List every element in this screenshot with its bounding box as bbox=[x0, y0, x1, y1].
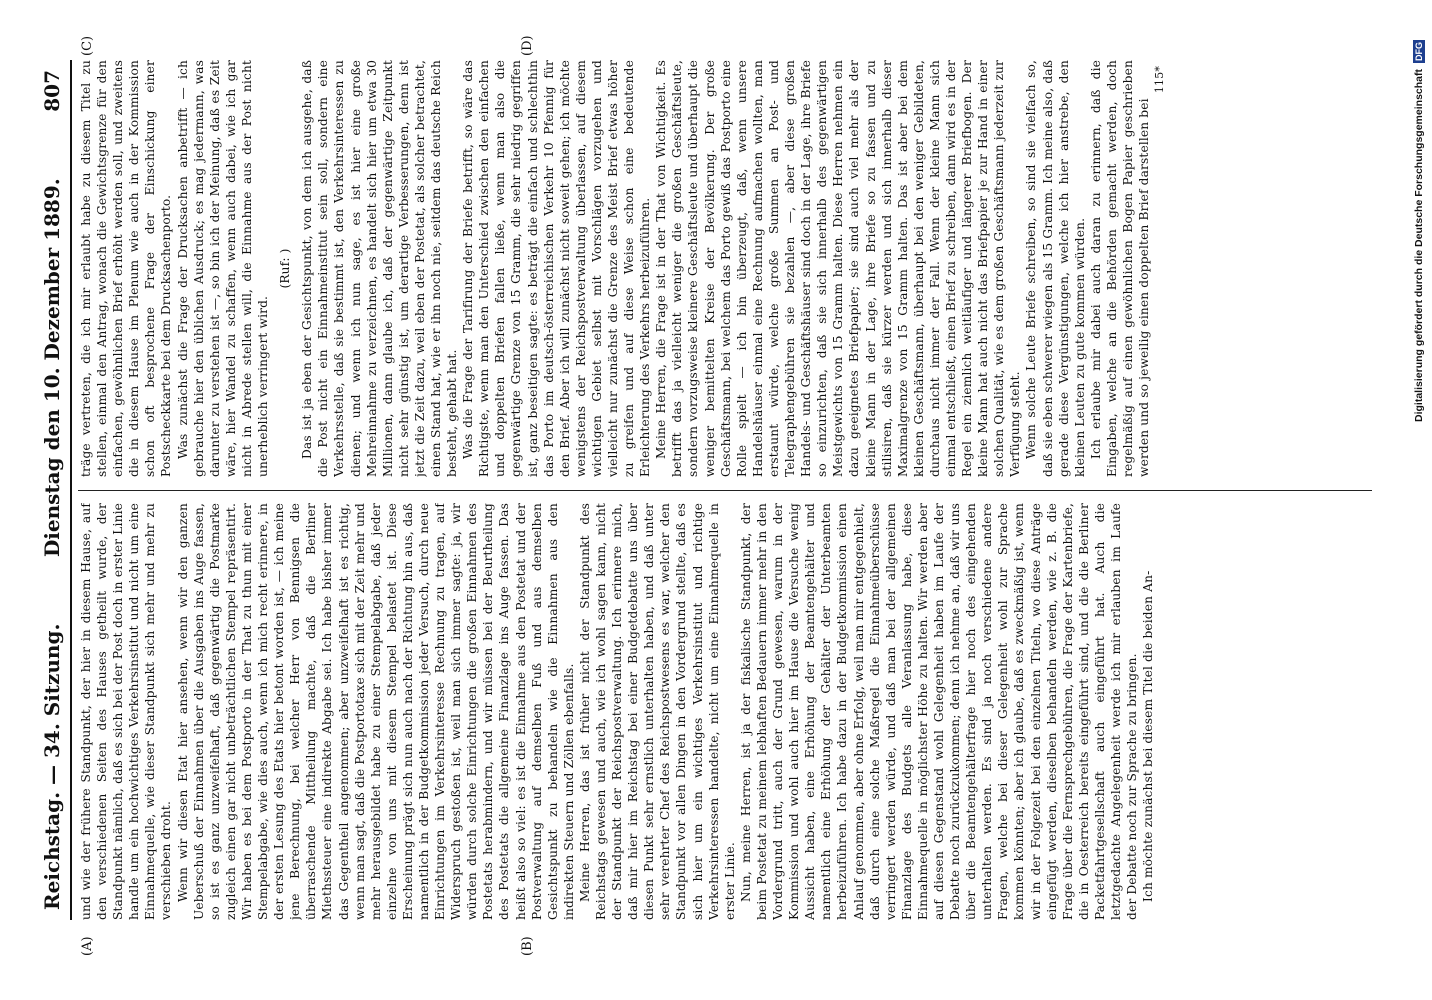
margin-marker-a: (A) bbox=[80, 936, 95, 956]
paragraph: Ich möchte zunächst bei diesem Titel die beiden An- bbox=[1141, 570, 1156, 902]
page-number: 807 bbox=[40, 70, 64, 112]
paragraph: Meine Herren, das ist früher nicht der Standpunkt des Reichstags gewesen und auch, wie ich wohl sagen kann, nicht der Standpunkt der Reichspostverwaltung. Ich erinnere mich, daß mir hier im Reichstag bei einer Budgetdebatte uns über diesen Punkt sehr ernstlich unterhalten haben, und daß unter sehr verehrter Chef des Reichspostwesens es war, welcher den Standpunkt vor allen Dingen in den Vordergrund stellte, daß es sich hier um ein wichtiges Verkehrsinstitut und richtige Verkehrsinteressen handelte, nicht um eine Einnahmequelle in erster Linie. bbox=[577, 503, 737, 920]
margin-marker-b: (B) bbox=[520, 936, 535, 956]
paragraph: Wenn wir diesen Etat hier ansehen, wenn wir den ganzen Ueberschuß der Einnahmen über die Ausgaben ins Auge fassen, so ist es ganz unzweifelhaft, daß gegenwärtig die Postmarke zugleich einen gar nicht unbeträchtlichen Stempel repräsentirt. Wir haben es bei dem Postporto in der That zu thun mit einer Stempelabgabe, wie dies auch, wenn ich mich recht erinnere, in der ersten Lesung des Etats hier betont worden ist, — ich meine jene Berechnung, bei welcher Herr von Bennigsen die überraschende Mittheilung machte, daß die Berliner Miethssteuer eine indirekte Abgabe sei. Ich habe bisher immer das Gegentheil angenommen; aber unzweifelhaft ist es richtig, wenn man sagt, daß die Postportotaxe sich mit der Zeit mehr und mehr herausgebildet habe zu einer Stempelabgabe, daß jeder einzelne von uns mit diesem Stempel belastet ist. Diese Erscheinung prägt sich nun auch nach der Richtung hin aus, daß namentlich in der Budgetkommission jeder Versuch, durch neue Einrichtungen im Verkehrsinteresse Rechnung zu tragen, auf Widerspruch gestoßen ist, weil man sich immer sagte: ja, wir würden durch solche Einrichtungen die großen Einnahmen des Postetats herabmindern, und wir müssen bei der Beurtheilung des Postetats die allgemeine Finanzlage ins Auge fassen. Das heißt also so viel: es ist die Einnahme aus den Postetat und der Postverwaltung auf demselben Fuß und aus demselben Gesichtspunkt zu behandeln wie die Einnahmen aus den indirekten Steuern und Zöllen ebenfalls. bbox=[175, 503, 576, 920]
paragraph: Nun, meine Herren, ist ja der fiskalische Standpunkt, der beim Postetat zu meinem lebhaften Bedauern immer mehr in den Vordergrund tritt, auch der Grund gewesen, warum in der Kommission und wohl auch hier im Hause die Versuche wenig Aussicht haben, eine Erhöhung der Beamtengehälter und namentlich eine Erhöhung der Gehälter der Unterbeamten herbeizuführen. Ich habe dazu in der Budgetkommission einen Anlauf genommen, aber ohne Erfolg, weil man mir entgegenhielt, daß durch eine solche Maßregel die Einnahmeüberschüsse verringert werden würde, und daß man bei der allgemeinen Finanzlage des Budgets alle Veranlassung habe, diese Einnahmequelle in möglichster Höhe zu halten. Wir werden aber auf diesen Gegenstand wohl Gelegenheit haben im Laufe der Debatte noch zurückzukommen; denn ich nehme an, daß wir uns über die Beamtengehälterfrage hier noch des eingehenden unterhalten werden. Es sind ja noch verschiedene andere Fragen, welche bei dieser Gelegenheit wohl zur Sprache kommen könnten; aber ich glaube, daß es zweckmäßig ist, wenn wir in der Folgezeit bei den einzelnen Titeln, wo diese Anträge eingefügt werden, dieselben behandeln werden, wie z. B. die Frage über die Fernsprechgebühren, die Frage der Kartenbriefe, die in Oesterreich bereits eingeführt sind, und die die Berliner Packetfahrtgesellschaft auch eingeführt hat. Auch die letztgedachte Angelegenheit werde ich mir erlauben im Laufe der Debatte noch zur Sprache zu bringen. bbox=[738, 503, 1140, 920]
header-date: Dienstag den 10. Dezember 1889. bbox=[40, 178, 64, 558]
paragraph: Meine Herren, die Frage ist in der That von Wichtigkeit. Es betrifft das ja vielleicht weniger die großen Geschäftsleute, sondern vorzugsweise kleinere Geschäftsleute und überhaupt die weniger bemittelten Kreise der Bevölkerung. Der große Geschäftsmann, bei welchem das Porto gewiß das Postporto eine Rolle spielt — ich bin überzeugt, daß, wenn unsere Handelshäuser einmal eine Rechnung aufmachen wollten, man erstaunt würde, welche große Summen an Post- und Telegraphengebühren sie bezahlen —, aber diese großen Handels- und Geschäftshäuser sind doch in der Lage, ihre Briefe so einzurichten, daß sie sich innerhalb des gegenwärtigen Meistgewichts von 15 Gramm halten. Diese Herren nehmen ein dazu geeignetes Briefpapier; sie sind auch viel mehr als der kleine Mann in der Lage, ihre Briefe so zu fassen und zu stilisiren, daß sie kürzer werden und sich innerhalb dieser Maximalgrenze von 15 Gramm halten. Das ist aber bei dem kleinen Geschäftsmann, überhaupt bei den weniger Gebildeten, durchaus nicht immer der Fall. Wenn der kleine Mann sich einmal entschließt, einen Brief zu schreiben, dann wird es in der Regel ein ziemlich weitläufiger und längerer Briefbogen. Der kleine Mann hat auch nicht das Briefpapier je zur Hand in einer solchen Qualität, wie es dem großen Geschäftsmann jederzeit zur Verfügung steht. bbox=[654, 60, 1023, 477]
paragraph: Was zunächst die Frage der Drucksachen anbetrifft — ich gebrauche hier den üblichen Ausdruck; es mag jedermann, was darunter zu verstehen ist —, so bin ich der Meinung, daß es Zeit wäre, hier Wandel zu schaffen, wenn auch dabei, wie ich gar nicht in Abrede stellen will, die Einnahme aus der Post nicht unerheblich verringert wird. bbox=[175, 60, 271, 477]
paragraph: Ich erlaube mir dabei auch daran zu erinnern, daß die Eingaben, welche an die Behörden gemacht werden, doch regelmäßig auf einen gewöhnlichen Bogen Papier geschrieben werden und so jeweilig einen doppelten Brief darstellen bei bbox=[1088, 60, 1152, 477]
text-columns bbox=[78, 60, 1372, 920]
digitization-credit bbox=[1410, 40, 1428, 600]
header-left: Reichstag. — 34. Sitzung. bbox=[40, 623, 64, 910]
margin-marker-c: (C) bbox=[80, 35, 95, 56]
paragraph: Was die Frage der Tarifirung der Briefe betrifft, so wäre das Richtigste, wenn man den Unterschied zwischen den einfachen und doppelten Briefen fallen ließe, wenn man also die gegenwärtige Grenze von 15 Gramm, die sehr niedrig gegriffen ist, ganz beseitigen sagte: es beträgt die einfach und schlechthin das Porto im deutsch-österreichischen Verkehr 10 Pfennig für den Brief. Aber ich will zunächst nicht soweit gehen; ich möchte wenigstens der Reichspostverwaltung überlassen, auf diesem wichtigen Gebiet selbst mit Vorschlägen vorzugehen und vielleicht nur zunächst die Grenze des Meist Brief etwas höher zu greifen und auf diese Weise schon eine bedeutende Erleichterung des Verkehrs herbeizuführen. bbox=[461, 60, 653, 477]
paragraph: Das ist ja eben der Gesichtspunkt, von dem ich ausgehe, daß die Post nicht ein Einnahmeinstitut sein soll, sondern eine Verkehrsstelle, daß sie bestimmt ist, den Verkehrsinteressen zu dienen; und wenn ich nun sage, es ist hier eine große Mehreinnahme zu verzeichnen, es handelt sich hier um etwa 30 Millionen, dann glaube ich, daß der gegenwärtige Zeitpunkt nicht sehr günstig ist, um derartige Verbesserungen, denn ist jetzt die Zeit dazu, weil eben der Postetat, als solcher betrachtet, einen Stand hat, wie er ihn noch nie, seitdem das deutsche Reich besteht, gehabt hat. bbox=[300, 60, 460, 477]
credit-text: Digitalisierung gefördert durch die Deutsche Forschungsgemeinschaft bbox=[1413, 69, 1425, 422]
page-header bbox=[40, 60, 72, 920]
dfg-logo: DFG bbox=[1414, 42, 1424, 61]
column-right bbox=[78, 60, 1372, 477]
paragraph: Wenn solche Leute Briefe schreiben, so sind sie vielfach so, daß sie eben schwerer wiegen als 15 Gramm. Ich meine also, daß gerade diese Vergünstigungen, welche ich hier anstrebe, den kleinen Leuten zu gute kommen würden. bbox=[1024, 60, 1087, 477]
margin-marker-d: (D) bbox=[520, 35, 535, 56]
paragraph: träge vertreten, die ich mir erlaubt habe zu diesem Titel zu stellen, einmal den Antrag, wonach die Gewichtsgrenze für den einfachen, gewöhnlichen Brief erhöht werden soll, und zweitens die in diesem Hause im Plenum wie auch in der Kommission schon oft besprochene Frage der Einschickung einer Postscheckkarte bei dem Drucksachenporto. bbox=[79, 60, 174, 477]
signature-mark: 115* bbox=[1153, 66, 1167, 94]
interjection: (Ruf: ) bbox=[278, 248, 293, 289]
column-left bbox=[78, 503, 1372, 920]
paragraph: und wie der frühere Standpunkt, der hier in diesem Hause, auf den verschiedenen Seiten des Hauses getheilt wurde, der Standpunkt nämlich, daß es sich bei der Post doch in erster Linie handle um ein hochwichtiges Verkehrsinstitut und nicht um eine Einnahmequelle, wie dieser Standpunkt sich mehr und mehr zu verschieben droht. bbox=[79, 503, 174, 920]
